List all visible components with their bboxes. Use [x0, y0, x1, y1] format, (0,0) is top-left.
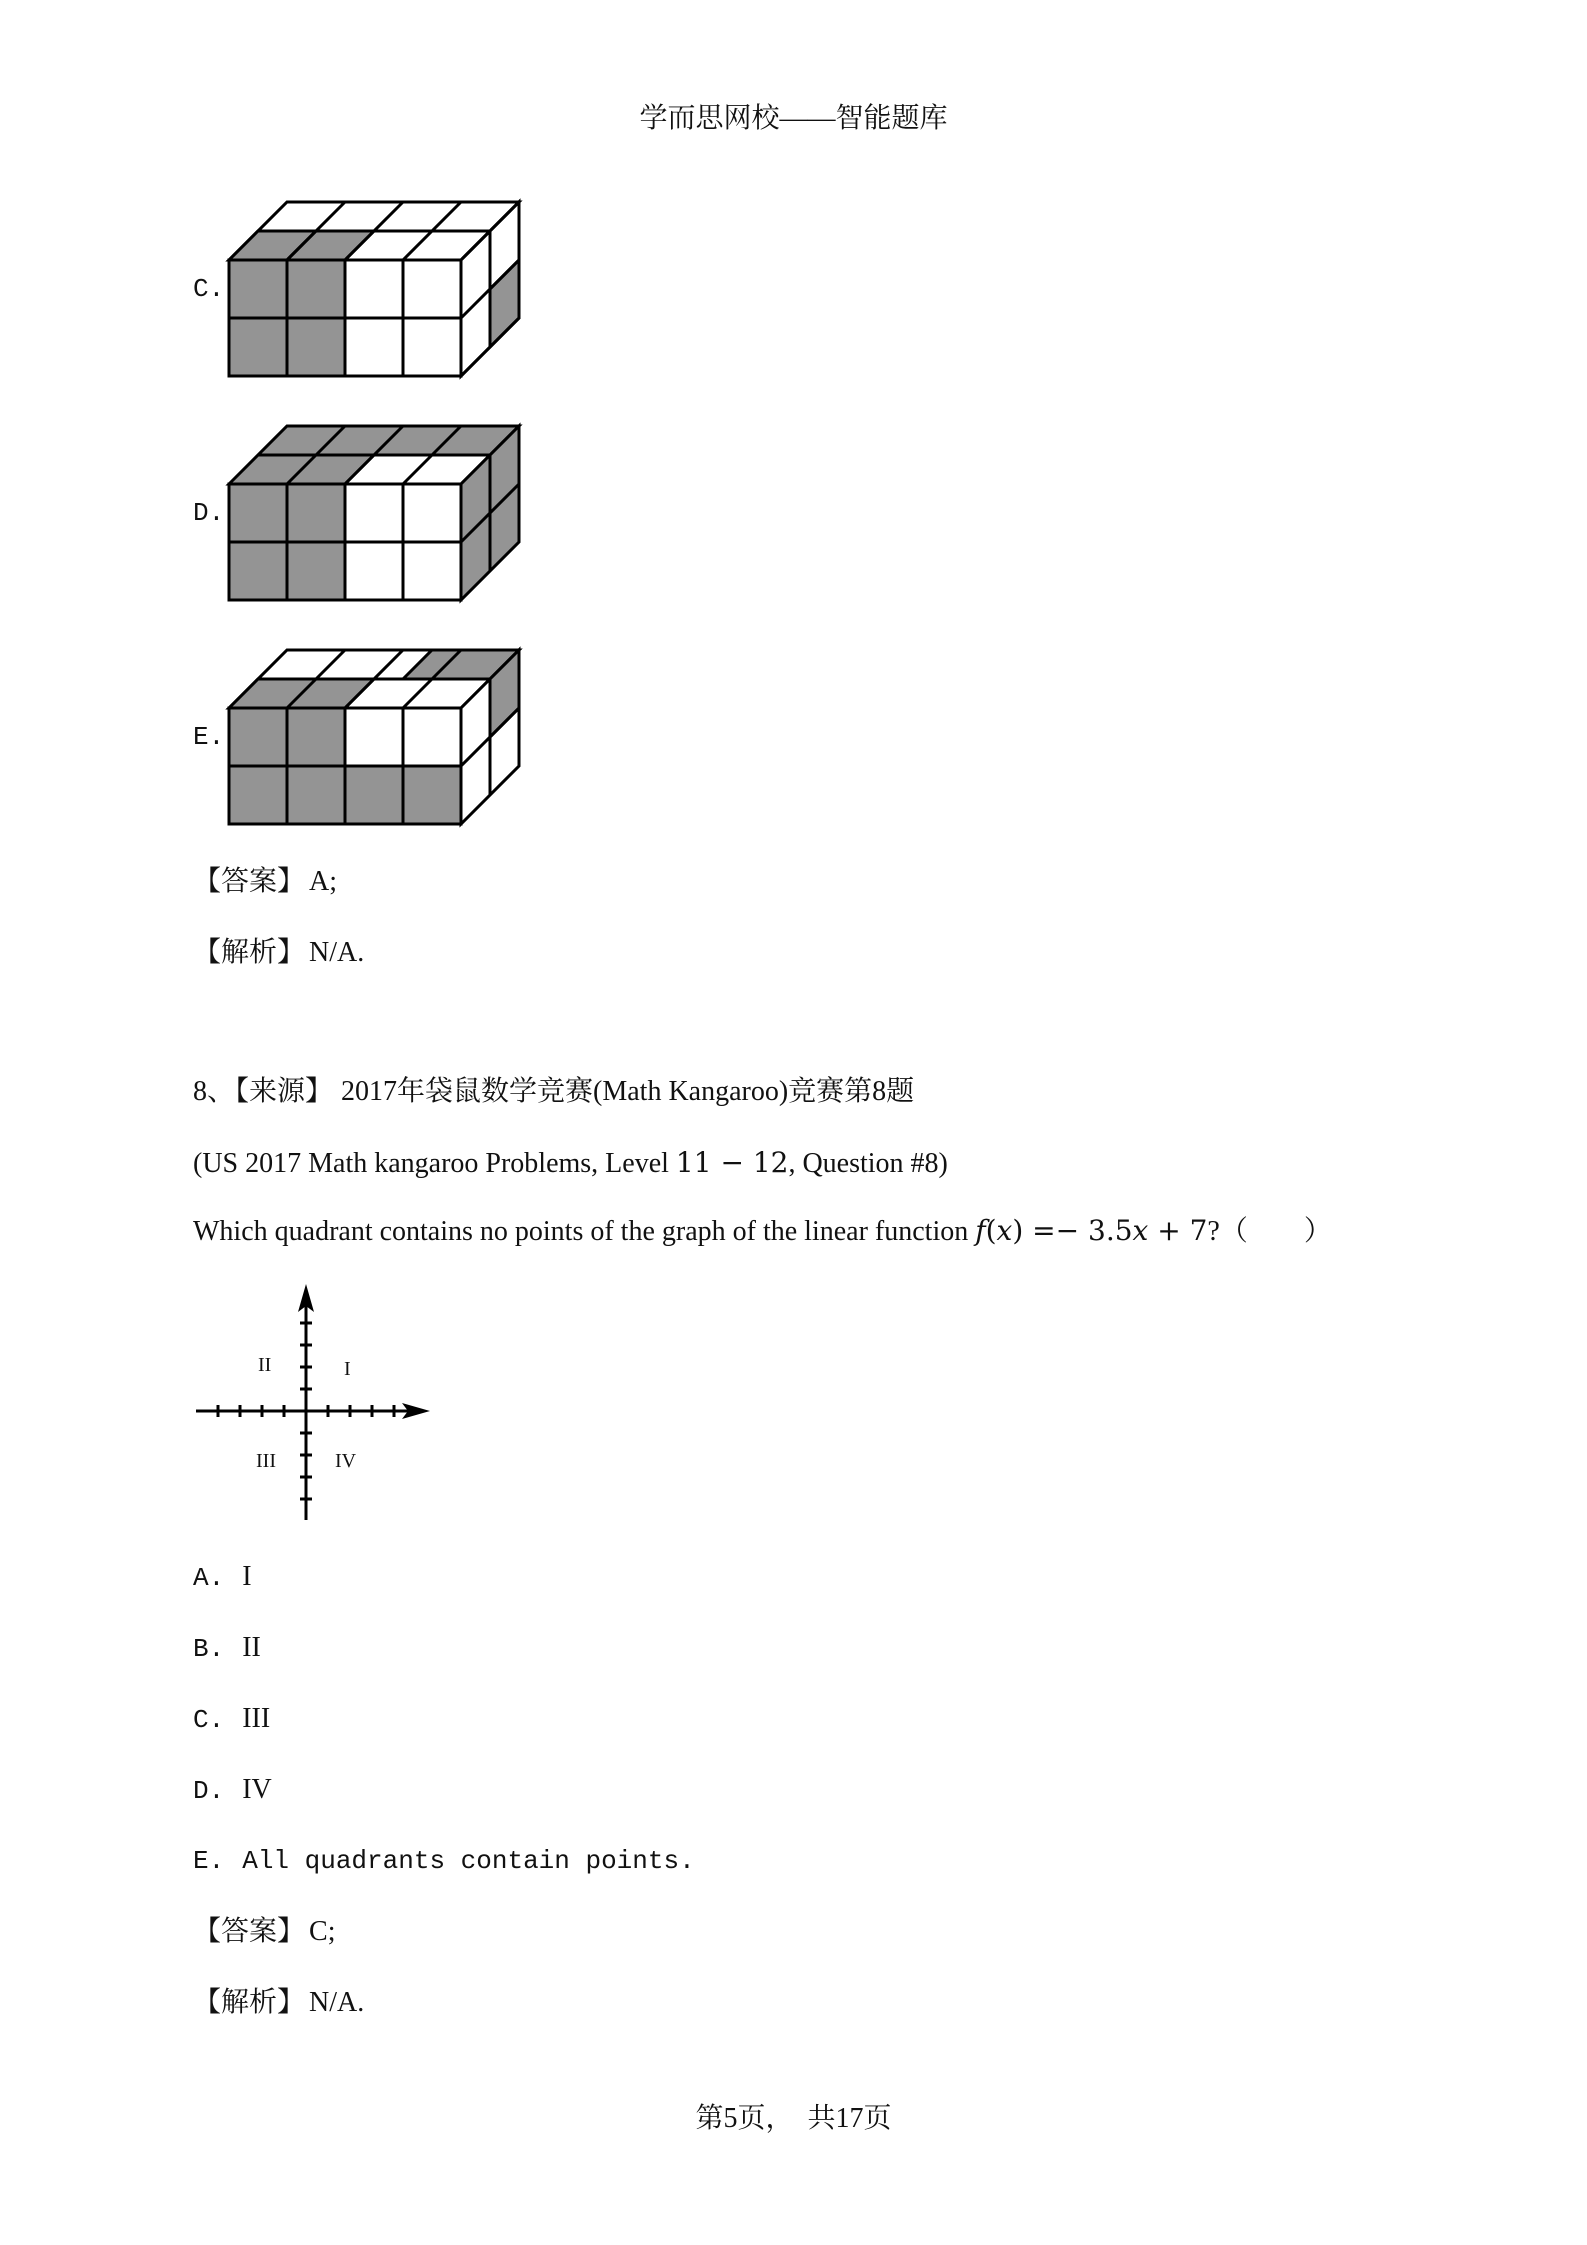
- function-open: (: [985, 1214, 997, 1247]
- option-text: All quadrants contain points.: [242, 1846, 695, 1876]
- q8-analysis-line: [193, 1986, 364, 2020]
- option-text: I: [242, 1561, 252, 1592]
- function-x2: x: [1132, 1214, 1149, 1247]
- source-tag: 【来源】: [235, 1076, 334, 1107]
- q8-option-c: [193, 1702, 270, 1737]
- q8-answer-line: [193, 1915, 335, 1949]
- q8-option-a: [193, 1560, 252, 1595]
- q8-option-e: [193, 1844, 695, 1878]
- function-close: ): [1012, 1214, 1024, 1247]
- option-label: A.: [193, 1563, 225, 1593]
- quadrant-label-iii: III: [256, 1450, 276, 1472]
- option-text: II: [242, 1632, 261, 1663]
- function-rest: + 7: [1148, 1214, 1208, 1247]
- analysis-tag: 【解析】: [193, 1987, 306, 2018]
- q8-option-d: [193, 1773, 272, 1808]
- question-end: ?（ ）: [1207, 1216, 1332, 1247]
- analysis-tag: 【解析】: [193, 937, 306, 968]
- option-label: C.: [193, 1705, 225, 1735]
- option-e-label: E.: [193, 722, 225, 752]
- option-label: B.: [193, 1634, 225, 1664]
- answer-value: C;: [309, 1916, 336, 1947]
- page-footer: 第5页， 共17页: [695, 2103, 892, 2134]
- subtitle-level: 11 − 12: [675, 1146, 789, 1179]
- option-d-label: D.: [193, 498, 225, 528]
- option-c-label: C.: [193, 274, 225, 304]
- quadrant-label-iv: IV: [335, 1450, 357, 1472]
- analysis-value: N/A.: [309, 937, 365, 968]
- answer-tag: 【答案】: [193, 1916, 306, 1947]
- function-x: x: [996, 1214, 1013, 1247]
- page-header: 学而思网校——智能题库: [639, 103, 948, 134]
- quadrant-label-ii: II: [258, 1354, 272, 1376]
- quadrant-label-i: I: [344, 1358, 351, 1380]
- option-label: D.: [193, 1776, 225, 1806]
- source-text: 2017年袋鼠数学竞赛(Math Kangaroo)竞赛第8题: [341, 1076, 915, 1107]
- subtitle-prefix: (US 2017 Math kangaroo Problems, Level: [193, 1148, 676, 1179]
- subtitle-suffix: , Question #8): [788, 1148, 948, 1179]
- question-text: Which quadrant contains no points of the graph of the linear function: [193, 1216, 976, 1247]
- analysis-value: N/A.: [309, 1987, 365, 2018]
- question-number: 8、: [193, 1076, 236, 1107]
- q8-option-b: [193, 1631, 261, 1666]
- option-text: III: [242, 1703, 271, 1734]
- function-eq: =− 3.5: [1023, 1214, 1133, 1247]
- answer-tag: 【答案】: [193, 866, 306, 897]
- option-text: IV: [242, 1774, 272, 1805]
- option-label: E.: [193, 1846, 225, 1876]
- function-f: f: [975, 1214, 986, 1247]
- answer-value: A;: [309, 866, 338, 897]
